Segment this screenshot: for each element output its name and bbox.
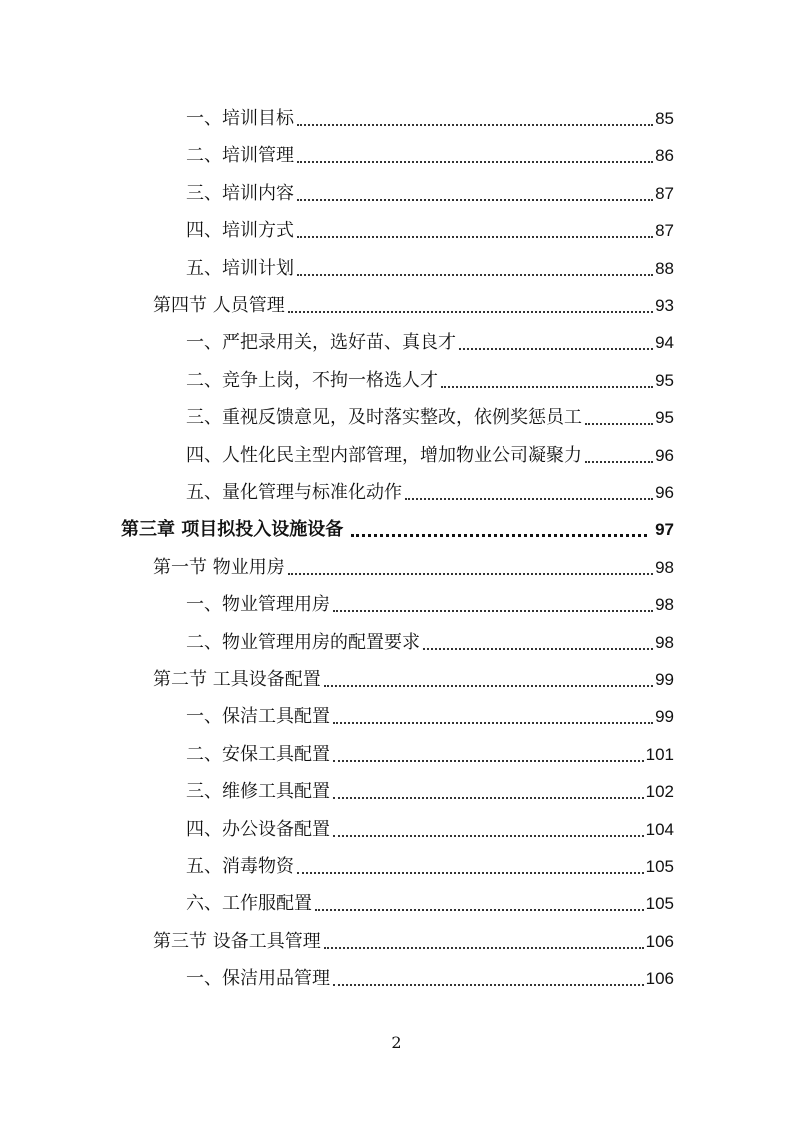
toc-entry-page: 99 <box>655 707 674 727</box>
toc-entry-title: 二、安保工具配置 <box>186 743 330 765</box>
toc-entry[interactable] <box>186 817 674 843</box>
toc-entry[interactable] <box>153 555 674 581</box>
dot-leader <box>297 161 653 163</box>
dot-leader <box>585 461 653 463</box>
dot-leader <box>288 573 653 575</box>
toc-entry[interactable] <box>186 966 674 992</box>
dot-leader <box>288 311 653 313</box>
toc-entry-page: 97 <box>655 520 674 540</box>
toc-entry-title: 第一节 物业用房 <box>153 556 285 578</box>
toc-entry-page: 95 <box>655 370 674 390</box>
toc-entry[interactable] <box>186 181 674 207</box>
toc-entry[interactable] <box>186 256 674 282</box>
toc-entry-page: 106 <box>645 931 674 951</box>
toc-entry[interactable] <box>186 405 674 431</box>
dot-leader <box>333 610 653 612</box>
dot-leader <box>333 984 644 986</box>
toc-entry-title: 三、培训内容 <box>186 182 294 204</box>
toc-entry[interactable] <box>186 330 674 356</box>
dot-leader <box>297 199 653 201</box>
dot-leader <box>297 236 653 238</box>
dot-leader <box>405 498 653 500</box>
toc-entry-page: 85 <box>655 109 674 128</box>
page-number: 2 <box>391 1033 402 1052</box>
toc-entry[interactable] <box>186 742 674 768</box>
dot-leader <box>324 947 644 949</box>
toc-entry[interactable] <box>186 779 674 805</box>
toc-chapter-entry[interactable] <box>121 517 674 543</box>
toc-entry-page: 93 <box>655 296 674 315</box>
toc-entry-title: 二、培训管理 <box>186 145 294 167</box>
toc-entry-title: 一、培训目标 <box>186 108 294 129</box>
toc-entry[interactable] <box>186 218 674 244</box>
toc-entry[interactable] <box>186 630 674 656</box>
toc-entry[interactable] <box>153 667 674 693</box>
toc-entry[interactable] <box>153 929 674 955</box>
toc-entry-title: 第三节 设备工具管理 <box>153 930 321 952</box>
toc-entry[interactable] <box>186 480 674 506</box>
toc-entry-title: 五、量化管理与标准化动作 <box>186 482 402 503</box>
toc-entry[interactable] <box>186 143 674 169</box>
toc-entry-title: 一、保洁工具配置 <box>186 706 330 728</box>
toc-entry-page: 106 <box>645 969 674 989</box>
dot-leader <box>423 648 653 650</box>
toc-entry-title: 三、维修工具配置 <box>186 781 330 803</box>
toc-entry-page: 88 <box>655 258 674 278</box>
toc-entry[interactable] <box>186 704 674 730</box>
toc-entry[interactable] <box>186 891 674 917</box>
toc-entry-title: 三、重视反馈意见，及时落实整改，依例奖惩员工 <box>186 407 582 429</box>
toc-entry[interactable] <box>186 443 674 469</box>
dot-leader <box>315 909 644 911</box>
toc-entry[interactable] <box>186 592 674 618</box>
dot-leader <box>297 274 653 276</box>
toc-entry-page: 86 <box>655 146 674 166</box>
dot-leader <box>297 872 644 874</box>
toc-entry-title: 五、培训计划 <box>186 257 294 279</box>
toc-entry-page: 104 <box>645 819 674 839</box>
dot-leader <box>459 348 653 350</box>
toc-entry-title: 二、竞争上岗，不拘一格选人才 <box>186 369 438 391</box>
dot-leader <box>333 835 644 837</box>
toc-entry-page: 105 <box>645 894 674 914</box>
toc-entry-title: 第四节 人员管理 <box>153 295 285 316</box>
toc-entry-title: 四、办公设备配置 <box>186 818 330 840</box>
toc-entry[interactable] <box>186 106 674 132</box>
toc-entry-title: 一、严把录用关，选好苗、真良才 <box>186 332 456 354</box>
dot-leader <box>333 760 644 762</box>
toc-entry[interactable] <box>153 293 674 319</box>
toc-entry-page: 94 <box>655 333 674 353</box>
toc-entry-title: 一、保洁用品管理 <box>186 968 330 990</box>
toc-entry-title: 四、人性化民主型内部管理，增加物业公司凝聚力 <box>186 444 582 466</box>
toc-entry-page: 98 <box>655 595 674 615</box>
toc-entry-title: 二、物业管理用房的配置要求 <box>186 631 420 653</box>
toc-entry[interactable] <box>186 854 674 880</box>
toc-entry-title: 五、消毒物资 <box>186 856 294 877</box>
toc-entry-page: 105 <box>645 857 674 876</box>
toc-entry-page: 95 <box>655 408 674 428</box>
dot-leader <box>324 685 653 687</box>
dot-leader <box>333 722 653 724</box>
toc-entry-page: 102 <box>645 782 674 802</box>
dot-leader <box>441 386 653 388</box>
toc-entry-title: 第三章 项目拟投入设施设备 <box>121 519 344 541</box>
toc-entry-title: 一、物业管理用房 <box>186 594 330 616</box>
toc-entry-page: 98 <box>655 557 674 577</box>
toc-entry[interactable] <box>186 368 674 394</box>
toc-entry-page: 96 <box>655 483 674 502</box>
toc-entry-title: 第二节 工具设备配置 <box>153 669 321 690</box>
toc-entry-page: 87 <box>655 183 674 203</box>
toc-entry-page: 96 <box>655 445 674 465</box>
dot-leader <box>351 534 647 537</box>
dot-leader <box>585 423 653 425</box>
toc-entry-page: 101 <box>645 744 674 764</box>
toc-entry-page: 87 <box>655 221 674 241</box>
dot-leader <box>297 124 653 126</box>
toc-entry-title: 四、培训方式 <box>186 220 294 242</box>
toc-entry-title: 六、工作服配置 <box>186 893 312 915</box>
toc-entry-page: 99 <box>655 670 674 689</box>
dot-leader <box>333 797 644 799</box>
toc-entry-page: 98 <box>655 632 674 652</box>
